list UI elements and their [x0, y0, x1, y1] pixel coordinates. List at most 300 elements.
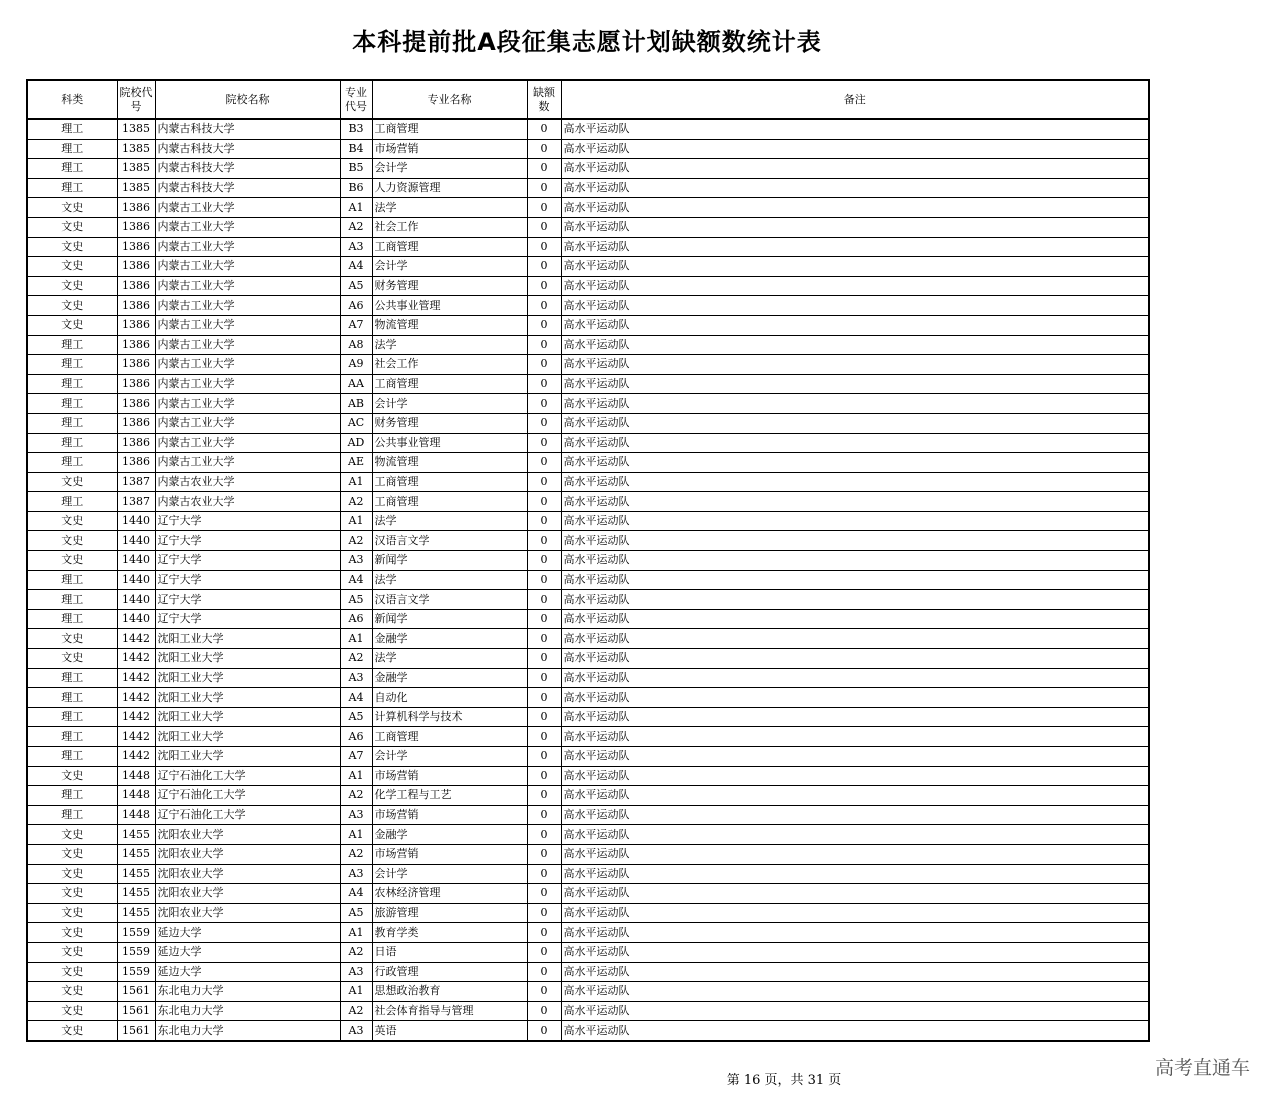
cell-category: 文史: [27, 198, 117, 218]
cell-major-name: 法学: [372, 649, 527, 669]
cell-major-code: A4: [340, 688, 372, 708]
cell-major-code: A2: [340, 649, 372, 669]
cell-school-name: 沈阳农业大学: [155, 864, 340, 884]
cell-shortfall: 0: [527, 649, 561, 669]
cell-major-name: 工商管理: [372, 374, 527, 394]
cell-school-code: 1442: [117, 727, 155, 747]
cell-school-code: 1387: [117, 492, 155, 512]
cell-category: 文史: [27, 766, 117, 786]
cell-major-code: A1: [340, 198, 372, 218]
cell-major-name: 行政管理: [372, 962, 527, 982]
cell-shortfall: 0: [527, 198, 561, 218]
cell-remark: 高水平运动队: [561, 884, 1149, 904]
cell-shortfall: 0: [527, 629, 561, 649]
cell-school-code: 1442: [117, 629, 155, 649]
cell-remark: 高水平运动队: [561, 551, 1149, 571]
cell-school-code: 1385: [117, 119, 155, 139]
cell-remark: 高水平运动队: [561, 335, 1149, 355]
cell-category: 理工: [27, 570, 117, 590]
table-row: [27, 453, 1149, 473]
cell-school-code: 1386: [117, 413, 155, 433]
cell-school-code: 1386: [117, 315, 155, 335]
cell-major-name: 化学工程与工艺: [372, 786, 527, 806]
cell-major-name: 新闻学: [372, 609, 527, 629]
cell-major-name: 法学: [372, 570, 527, 590]
cell-school-name: 内蒙古工业大学: [155, 237, 340, 257]
table-row: [27, 217, 1149, 237]
cell-remark: 高水平运动队: [561, 453, 1149, 473]
cell-shortfall: 0: [527, 315, 561, 335]
cell-major-code: A2: [340, 217, 372, 237]
cell-category: 文史: [27, 511, 117, 531]
cell-school-code: 1386: [117, 257, 155, 277]
cell-major-name: 物流管理: [372, 453, 527, 473]
cell-category: 文史: [27, 825, 117, 845]
cell-shortfall: 0: [527, 707, 561, 727]
cell-major-code: A1: [340, 629, 372, 649]
cell-major-code: AE: [340, 453, 372, 473]
cell-school-code: 1448: [117, 786, 155, 806]
cell-major-name: 汉语言文学: [372, 590, 527, 610]
cell-shortfall: 0: [527, 257, 561, 277]
table-body: [27, 119, 1149, 1041]
cell-remark: 高水平运动队: [561, 805, 1149, 825]
cell-major-code: A5: [340, 590, 372, 610]
cell-school-code: 1440: [117, 531, 155, 551]
cell-shortfall: 0: [527, 453, 561, 473]
table-row: [27, 551, 1149, 571]
table-row: [27, 942, 1149, 962]
cell-school-code: 1386: [117, 296, 155, 316]
cell-school-name: 沈阳工业大学: [155, 649, 340, 669]
col-header-school-code: 院校代号: [117, 80, 155, 119]
table-row: [27, 159, 1149, 179]
cell-remark: 高水平运动队: [561, 864, 1149, 884]
cell-major-code: A6: [340, 296, 372, 316]
cell-school-code: 1386: [117, 374, 155, 394]
cell-remark: 高水平运动队: [561, 315, 1149, 335]
cell-school-name: 内蒙古工业大学: [155, 374, 340, 394]
cell-school-code: 1387: [117, 472, 155, 492]
cell-school-name: 内蒙古工业大学: [155, 355, 340, 375]
cell-remark: 高水平运动队: [561, 276, 1149, 296]
cell-category: 文史: [27, 472, 117, 492]
cell-school-name: 东北电力大学: [155, 982, 340, 1002]
cell-category: 理工: [27, 747, 117, 767]
cell-category: 文史: [27, 962, 117, 982]
cell-school-code: 1442: [117, 688, 155, 708]
cell-major-code: A3: [340, 237, 372, 257]
table-row: [27, 864, 1149, 884]
table-row: [27, 492, 1149, 512]
cell-major-name: 教育学类: [372, 923, 527, 943]
cell-school-name: 内蒙古科技大学: [155, 119, 340, 139]
cell-remark: 高水平运动队: [561, 766, 1149, 786]
table-row: [27, 962, 1149, 982]
cell-major-name: 法学: [372, 198, 527, 218]
cell-school-name: 东北电力大学: [155, 1001, 340, 1021]
table-row: [27, 531, 1149, 551]
cell-school-name: 内蒙古科技大学: [155, 178, 340, 198]
cell-school-name: 内蒙古工业大学: [155, 453, 340, 473]
cell-remark: 高水平运动队: [561, 590, 1149, 610]
cell-school-code: 1559: [117, 942, 155, 962]
cell-major-code: A2: [340, 844, 372, 864]
cell-shortfall: 0: [527, 1001, 561, 1021]
cell-category: 文史: [27, 923, 117, 943]
cell-major-code: A3: [340, 805, 372, 825]
cell-school-name: 沈阳农业大学: [155, 844, 340, 864]
cell-school-code: 1440: [117, 609, 155, 629]
cell-major-code: A2: [340, 492, 372, 512]
cell-major-name: 金融学: [372, 825, 527, 845]
cell-major-name: 工商管理: [372, 727, 527, 747]
cell-school-code: 1455: [117, 844, 155, 864]
table-row: [27, 374, 1149, 394]
cell-major-code: A4: [340, 884, 372, 904]
cell-remark: 高水平运动队: [561, 903, 1149, 923]
table-row: [27, 923, 1149, 943]
table-row: [27, 178, 1149, 198]
cell-remark: 高水平运动队: [561, 570, 1149, 590]
cell-remark: 高水平运动队: [561, 394, 1149, 414]
col-header-major-code: 专业代号: [340, 80, 372, 119]
cell-shortfall: 0: [527, 982, 561, 1002]
cell-school-code: 1386: [117, 394, 155, 414]
cell-major-name: 法学: [372, 335, 527, 355]
cell-school-name: 内蒙古科技大学: [155, 159, 340, 179]
cell-school-code: 1440: [117, 511, 155, 531]
cell-school-code: 1442: [117, 649, 155, 669]
cell-major-code: A6: [340, 609, 372, 629]
cell-category: 理工: [27, 159, 117, 179]
table-row: [27, 1021, 1149, 1041]
cell-remark: 高水平运动队: [561, 962, 1149, 982]
cell-major-code: B5: [340, 159, 372, 179]
cell-remark: 高水平运动队: [561, 511, 1149, 531]
cell-major-name: 财务管理: [372, 413, 527, 433]
cell-school-name: 辽宁大学: [155, 511, 340, 531]
cell-shortfall: 0: [527, 688, 561, 708]
cell-major-code: A6: [340, 727, 372, 747]
cell-major-code: AB: [340, 394, 372, 414]
cell-major-code: AC: [340, 413, 372, 433]
cell-remark: 高水平运动队: [561, 1001, 1149, 1021]
cell-shortfall: 0: [527, 139, 561, 159]
cell-category: 理工: [27, 707, 117, 727]
cell-remark: 高水平运动队: [561, 159, 1149, 179]
cell-category: 文史: [27, 844, 117, 864]
cell-major-name: 农林经济管理: [372, 884, 527, 904]
table-row: [27, 609, 1149, 629]
table-row: [27, 257, 1149, 277]
cell-shortfall: 0: [527, 511, 561, 531]
cell-school-code: 1442: [117, 707, 155, 727]
cell-remark: 高水平运动队: [561, 825, 1149, 845]
cell-remark: 高水平运动队: [561, 982, 1149, 1002]
cell-school-code: 1455: [117, 884, 155, 904]
cell-school-name: 内蒙古工业大学: [155, 257, 340, 277]
cell-category: 理工: [27, 727, 117, 747]
cell-school-name: 沈阳工业大学: [155, 747, 340, 767]
cell-major-name: 法学: [372, 511, 527, 531]
cell-remark: 高水平运动队: [561, 609, 1149, 629]
cell-category: 文史: [27, 982, 117, 1002]
cell-school-code: 1386: [117, 198, 155, 218]
table-row: [27, 805, 1149, 825]
cell-remark: 高水平运动队: [561, 688, 1149, 708]
cell-school-name: 内蒙古工业大学: [155, 335, 340, 355]
cell-major-name: 社会工作: [372, 355, 527, 375]
cell-major-name: 会计学: [372, 159, 527, 179]
watermark: 高考直通车: [1154, 1057, 1250, 1079]
cell-major-name: 新闻学: [372, 551, 527, 571]
cell-school-name: 辽宁大学: [155, 551, 340, 571]
cell-category: 理工: [27, 335, 117, 355]
cell-major-name: 日语: [372, 942, 527, 962]
table-row: [27, 825, 1149, 845]
cell-shortfall: 0: [527, 374, 561, 394]
cell-major-code: A3: [340, 962, 372, 982]
cell-shortfall: 0: [527, 884, 561, 904]
cell-major-name: 公共事业管理: [372, 433, 527, 453]
table-row: [27, 433, 1149, 453]
cell-category: 文史: [27, 649, 117, 669]
cell-shortfall: 0: [527, 590, 561, 610]
cell-category: 理工: [27, 374, 117, 394]
table-row: [27, 315, 1149, 335]
cell-remark: 高水平运动队: [561, 355, 1149, 375]
cell-major-code: A4: [340, 570, 372, 590]
cell-remark: 高水平运动队: [561, 747, 1149, 767]
cell-major-code: A2: [340, 942, 372, 962]
table-row: [27, 472, 1149, 492]
cell-shortfall: 0: [527, 159, 561, 179]
cell-remark: 高水平运动队: [561, 707, 1149, 727]
cell-school-code: 1559: [117, 923, 155, 943]
cell-category: 理工: [27, 668, 117, 688]
cell-school-name: 延边大学: [155, 942, 340, 962]
cell-remark: 高水平运动队: [561, 531, 1149, 551]
cell-school-name: 辽宁大学: [155, 531, 340, 551]
table-row: [27, 727, 1149, 747]
cell-school-code: 1386: [117, 276, 155, 296]
cell-major-code: B6: [340, 178, 372, 198]
cell-shortfall: 0: [527, 923, 561, 943]
cell-major-code: A9: [340, 355, 372, 375]
cell-major-name: 市场营销: [372, 844, 527, 864]
table-row: [27, 276, 1149, 296]
cell-remark: 高水平运动队: [561, 139, 1149, 159]
cell-category: 理工: [27, 688, 117, 708]
cell-major-code: A1: [340, 472, 372, 492]
cell-major-name: 公共事业管理: [372, 296, 527, 316]
cell-remark: 高水平运动队: [561, 433, 1149, 453]
cell-category: 文史: [27, 315, 117, 335]
cell-remark: 高水平运动队: [561, 472, 1149, 492]
cell-major-code: A1: [340, 982, 372, 1002]
cell-major-code: A2: [340, 531, 372, 551]
cell-major-code: AA: [340, 374, 372, 394]
cell-remark: 高水平运动队: [561, 198, 1149, 218]
table-row: [27, 511, 1149, 531]
table-row: [27, 982, 1149, 1002]
table-row: [27, 413, 1149, 433]
cell-shortfall: 0: [527, 355, 561, 375]
cell-school-code: 1561: [117, 1021, 155, 1041]
cell-shortfall: 0: [527, 551, 561, 571]
cell-shortfall: 0: [527, 609, 561, 629]
cell-major-code: A8: [340, 335, 372, 355]
cell-school-name: 内蒙古农业大学: [155, 492, 340, 512]
cell-major-name: 计算机科学与技术: [372, 707, 527, 727]
table-row: [27, 707, 1149, 727]
cell-shortfall: 0: [527, 942, 561, 962]
cell-school-name: 内蒙古工业大学: [155, 198, 340, 218]
cell-category: 理工: [27, 119, 117, 139]
cell-major-name: 金融学: [372, 629, 527, 649]
cell-shortfall: 0: [527, 472, 561, 492]
cell-school-name: 沈阳工业大学: [155, 707, 340, 727]
cell-shortfall: 0: [527, 394, 561, 414]
cell-category: 理工: [27, 609, 117, 629]
table-row: [27, 590, 1149, 610]
cell-shortfall: 0: [527, 119, 561, 139]
cell-shortfall: 0: [527, 786, 561, 806]
cell-major-code: A1: [340, 766, 372, 786]
cell-school-code: 1386: [117, 453, 155, 473]
cell-category: 文史: [27, 531, 117, 551]
cell-school-name: 沈阳农业大学: [155, 825, 340, 845]
cell-shortfall: 0: [527, 178, 561, 198]
cell-remark: 高水平运动队: [561, 217, 1149, 237]
cell-remark: 高水平运动队: [561, 119, 1149, 139]
cell-major-name: 英语: [372, 1021, 527, 1041]
cell-major-name: 金融学: [372, 668, 527, 688]
cell-major-code: A5: [340, 903, 372, 923]
table-row: [27, 394, 1149, 414]
page-number-footer: 第 16 页，共 31 页: [726, 1073, 842, 1088]
cell-category: 理工: [27, 413, 117, 433]
cell-shortfall: 0: [527, 531, 561, 551]
cell-category: 文史: [27, 1021, 117, 1041]
cell-school-name: 沈阳农业大学: [155, 884, 340, 904]
cell-category: 理工: [27, 805, 117, 825]
cell-school-code: 1455: [117, 864, 155, 884]
cell-major-name: 市场营销: [372, 805, 527, 825]
cell-major-name: 物流管理: [372, 315, 527, 335]
cell-school-name: 辽宁石油化工大学: [155, 766, 340, 786]
cell-remark: 高水平运动队: [561, 942, 1149, 962]
cell-major-code: A3: [340, 864, 372, 884]
cell-major-name: 财务管理: [372, 276, 527, 296]
cell-major-code: AD: [340, 433, 372, 453]
table-row: [27, 1001, 1149, 1021]
cell-school-code: 1442: [117, 668, 155, 688]
cell-category: 理工: [27, 492, 117, 512]
cell-school-name: 内蒙古工业大学: [155, 413, 340, 433]
cell-category: 理工: [27, 178, 117, 198]
cell-category: 理工: [27, 590, 117, 610]
cell-school-code: 1386: [117, 217, 155, 237]
cell-school-name: 东北电力大学: [155, 1021, 340, 1041]
cell-shortfall: 0: [527, 844, 561, 864]
cell-major-name: 会计学: [372, 864, 527, 884]
cell-major-name: 会计学: [372, 394, 527, 414]
cell-school-name: 辽宁大学: [155, 590, 340, 610]
cell-school-code: 1385: [117, 178, 155, 198]
cell-major-code: A7: [340, 747, 372, 767]
cell-shortfall: 0: [527, 217, 561, 237]
col-header-school-name: 院校名称: [155, 80, 340, 119]
cell-remark: 高水平运动队: [561, 492, 1149, 512]
cell-major-code: A2: [340, 1001, 372, 1021]
cell-major-name: 人力资源管理: [372, 178, 527, 198]
cell-school-name: 内蒙古工业大学: [155, 217, 340, 237]
cell-major-code: B4: [340, 139, 372, 159]
cell-category: 文史: [27, 629, 117, 649]
table-row: [27, 668, 1149, 688]
cell-major-name: 工商管理: [372, 237, 527, 257]
cell-remark: 高水平运动队: [561, 629, 1149, 649]
cell-shortfall: 0: [527, 668, 561, 688]
table-header-row: [27, 80, 1149, 119]
cell-school-code: 1385: [117, 159, 155, 179]
cell-major-code: A5: [340, 707, 372, 727]
cell-shortfall: 0: [527, 747, 561, 767]
cell-category: 文史: [27, 237, 117, 257]
cell-major-code: A2: [340, 786, 372, 806]
cell-category: 文史: [27, 864, 117, 884]
cell-shortfall: 0: [527, 825, 561, 845]
cell-major-name: 汉语言文学: [372, 531, 527, 551]
cell-school-name: 延边大学: [155, 923, 340, 943]
cell-remark: 高水平运动队: [561, 727, 1149, 747]
col-header-category: 科类: [27, 80, 117, 119]
cell-shortfall: 0: [527, 727, 561, 747]
cell-category: 文史: [27, 217, 117, 237]
cell-shortfall: 0: [527, 766, 561, 786]
cell-school-code: 1440: [117, 551, 155, 571]
cell-major-code: A7: [340, 315, 372, 335]
cell-major-name: 工商管理: [372, 492, 527, 512]
table-row: [27, 747, 1149, 767]
cell-remark: 高水平运动队: [561, 649, 1149, 669]
cell-school-name: 延边大学: [155, 962, 340, 982]
cell-major-name: 思想政治教育: [372, 982, 527, 1002]
cell-shortfall: 0: [527, 237, 561, 257]
cell-remark: 高水平运动队: [561, 668, 1149, 688]
cell-major-code: A3: [340, 551, 372, 571]
table-row: [27, 844, 1149, 864]
cell-school-name: 内蒙古工业大学: [155, 433, 340, 453]
cell-school-name: 内蒙古工业大学: [155, 394, 340, 414]
cell-major-name: 会计学: [372, 747, 527, 767]
cell-major-name: 社会工作: [372, 217, 527, 237]
cell-remark: 高水平运动队: [561, 178, 1149, 198]
cell-school-code: 1561: [117, 1001, 155, 1021]
cell-category: 文史: [27, 903, 117, 923]
table-row: [27, 355, 1149, 375]
cell-school-code: 1440: [117, 590, 155, 610]
cell-category: 文史: [27, 276, 117, 296]
cell-category: 理工: [27, 394, 117, 414]
table-row: [27, 688, 1149, 708]
cell-category: 理工: [27, 433, 117, 453]
cell-remark: 高水平运动队: [561, 1021, 1149, 1041]
cell-school-code: 1440: [117, 570, 155, 590]
cell-major-code: A5: [340, 276, 372, 296]
